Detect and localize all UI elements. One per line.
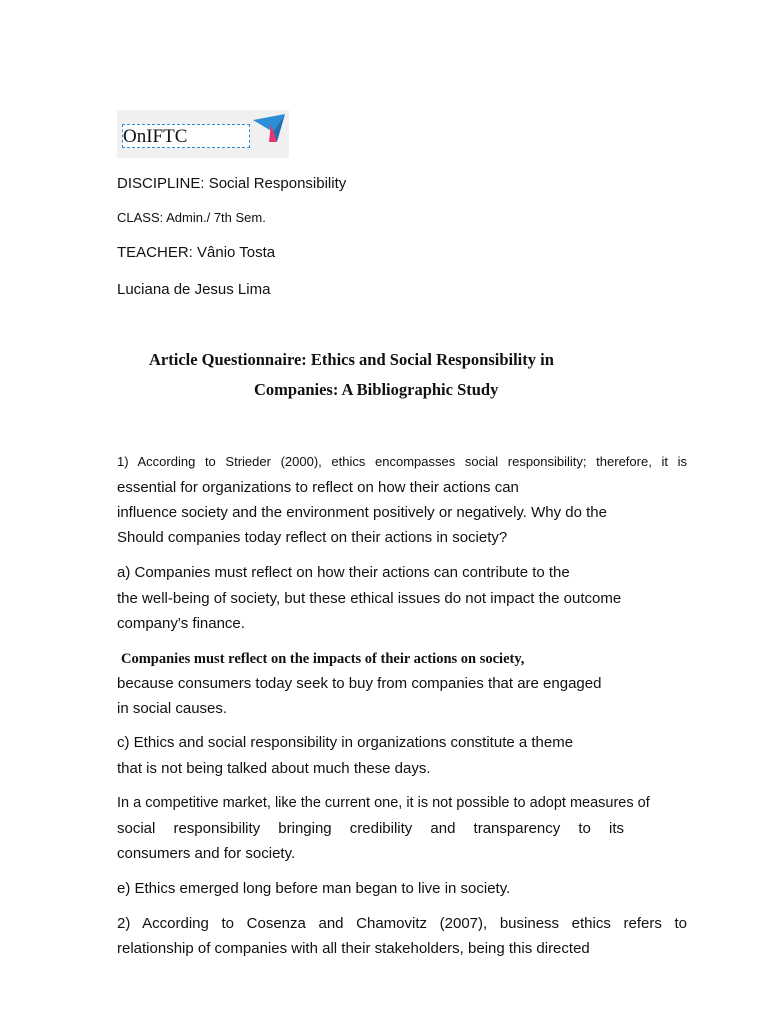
option-b-line-3: in social causes. [117,700,228,717]
option-c-line-1: c) Ethics and social responsibility in organizations constitute a theme [117,734,574,751]
q2-line-1: 2) According to Cosenza and Chamovitz (2007), business ethics refers to [117,915,687,932]
option-b-line-2: because consumers today seek to buy from companies that are engaged [117,675,602,692]
option-c-line-2: that is not being talked about much these days. [117,760,431,777]
option-d-line-2: social responsibility bringing credibility and transparency to its [117,820,624,837]
q1-line-1: 1) According to Strieder (2000), ethics encompasses social responsibility; therefore, it is [117,454,687,469]
option-a-line-1: a) Companies must reflect on how their actions can contribute to the [117,564,570,581]
teacher-line: TEACHER: Vânio Tosta [117,244,276,261]
logo [117,110,289,158]
q1-line-3: influence society and the environment positively or negatively. Why do the [117,504,607,521]
title-line-1: Article Questionnaire: Ethics and Social Responsibility in [149,350,554,369]
q1-line-4: Should companies today reflect on their actions in society? [117,529,508,546]
option-e-line-1: e) Ethics emerged long before man began to live in society. [117,880,511,897]
logo-text: OnIFTC [123,126,188,147]
option-d-line-1: In a competitive market, like the current one, it is not possible to adopt measures of [117,795,650,811]
paper-plane-icon [251,112,287,146]
discipline-line: DISCIPLINE: Social Responsibility [117,175,347,192]
q1-line-2: essential for organizations to reflect on how their actions can [117,479,519,496]
option-a-line-3: company's finance. [117,615,245,632]
title-line-2: Companies: A Bibliographic Study [254,380,499,399]
option-b-line-1: Companies must reflect on the impacts of their actions on society, [121,651,525,667]
student-name: Luciana de Jesus Lima [117,281,271,298]
option-d-line-3: consumers and for society. [117,845,296,862]
q2-line-2: relationship of companies with all their stakeholders, being this directed [117,940,590,957]
option-a-line-2: the well-being of society, but these ethical issues do not impact the outcome [117,590,622,607]
class-line: CLASS: Admin./ 7th Sem. [117,210,266,225]
